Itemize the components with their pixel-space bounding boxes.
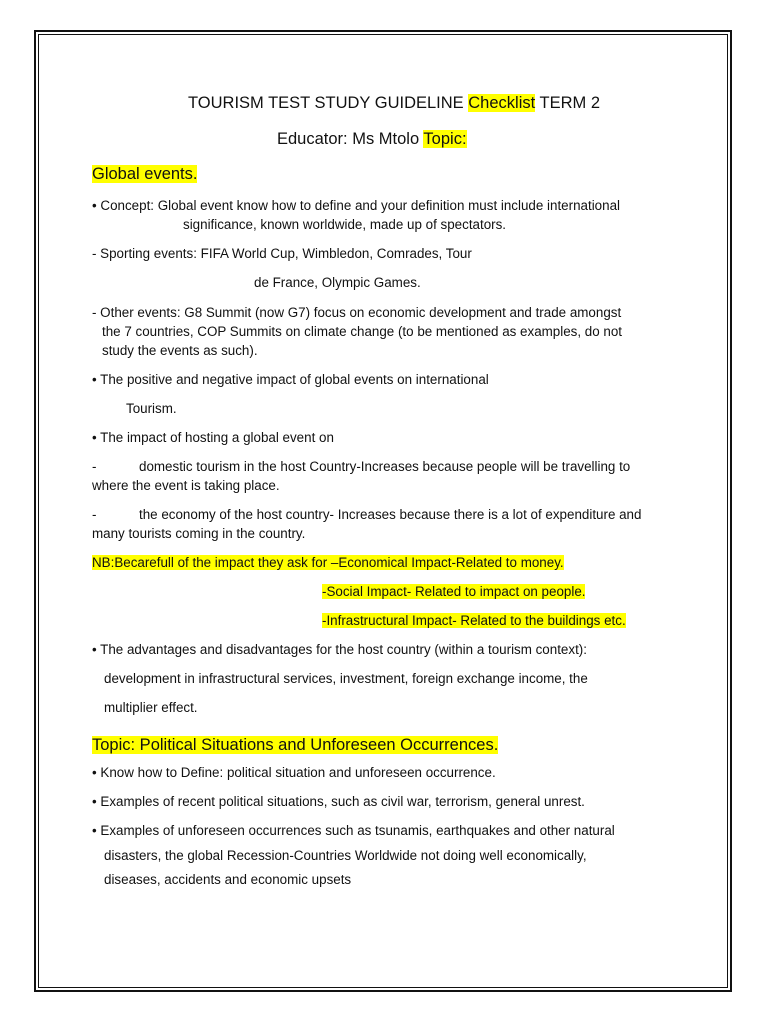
document-title — [188, 92, 600, 114]
unforeseen-line-3: diseases, accidents and economic upsets — [104, 872, 352, 887]
economy-line-1: the economy of the host country- Increases because there is a lot of expenditure and — [139, 507, 642, 522]
educator-line — [277, 128, 467, 150]
title-term: TERM 2 — [535, 94, 600, 112]
unforeseen-line-1: • Examples of unforeseen occurrences such as tsunamis, earthquakes and other natural — [92, 823, 615, 838]
title-text: TOURISM TEST STUDY GUIDELINE — [188, 94, 469, 112]
nb-line-2: -Social Impact- Related to impact on people. — [322, 584, 586, 599]
concept-line-1: • Concept: Global event know how to define and your definition must include international — [92, 198, 620, 213]
political-examples-line: • Examples of recent political situations, such as civil war, terrorism, general unrest. — [92, 794, 585, 809]
concept-line-2: significance, known worldwide, made up of spectators. — [183, 217, 507, 232]
domestic-dash: - — [92, 459, 97, 474]
title-highlight: Checklist — [468, 94, 536, 112]
domestic-line-1: domestic tourism in the host Country-Increases because people will be travelling to — [139, 459, 631, 474]
other-events-line-3: study the events as such). — [102, 343, 258, 358]
advantages-line-1: • The advantages and disadvantages for the host country (within a tourism context): — [92, 642, 587, 657]
economy-dash: - — [92, 507, 97, 522]
other-events-line-1: - Other events: G8 Summit (now G7) focus on economic development and trade amongst — [92, 305, 622, 320]
sporting-line-1: - Sporting events: FIFA World Cup, Wimbledon, Comrades, Tour — [92, 246, 472, 261]
section-heading-political: Topic: Political Situations and Unforeseen Occurrences. — [92, 736, 499, 754]
sporting-line-2: de France, Olympic Games. — [254, 275, 421, 290]
impact-hosting-line: • The impact of hosting a global event on — [92, 430, 334, 445]
other-events-line-2: the 7 countries, COP Summits on climate change (to be mentioned as examples, do not — [102, 324, 623, 339]
educator-label: Educator: Ms Mtolo — [277, 130, 424, 148]
section-heading-global-events: Global events. — [92, 165, 198, 183]
domestic-line-2: where the event is taking place. — [92, 478, 280, 493]
advantages-line-2: development in infrastructural services, investment, foreign exchange income, the — [104, 671, 588, 686]
unforeseen-line-2: disasters, the global Recession-Countries Worldwide not doing well economically, — [104, 848, 587, 863]
advantages-line-3: multiplier effect. — [104, 700, 198, 715]
topic-label: Topic: — [423, 130, 467, 148]
economy-line-2: many tourists coming in the country. — [92, 526, 306, 541]
nb-line-3: -Infrastructural Impact- Related to the buildings etc. — [322, 613, 626, 628]
define-line: • Know how to Define: political situation and unforeseen occurrence. — [92, 765, 496, 780]
impact-international-line-2: Tourism. — [126, 401, 177, 416]
impact-international-line-1: • The positive and negative impact of global events on international — [92, 372, 489, 387]
nb-line-1: NB:Becarefull of the impact they ask for –Economical Impact-Related to money. — [92, 555, 564, 570]
